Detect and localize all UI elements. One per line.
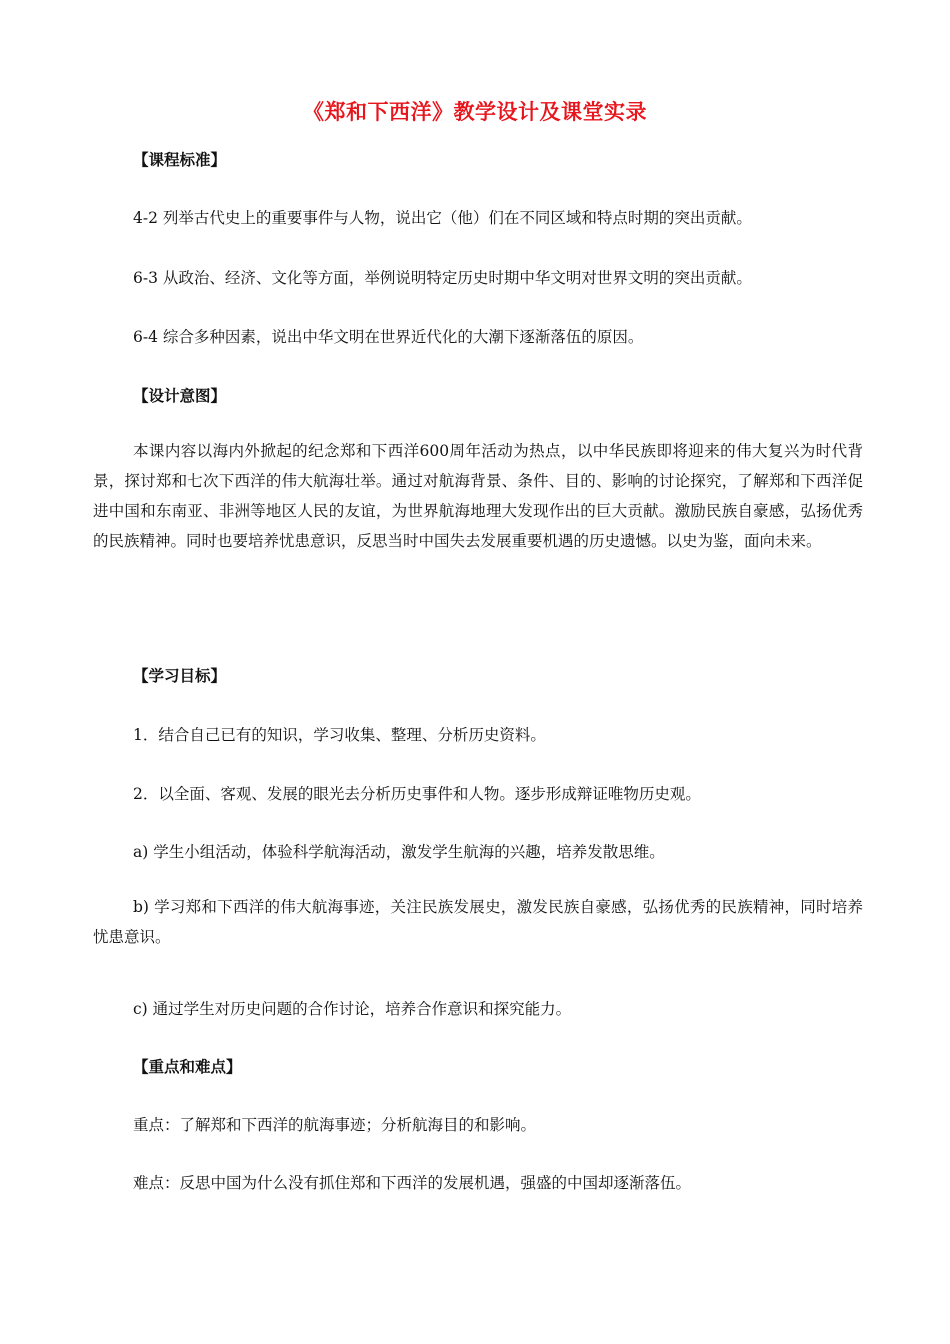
goal-item: a) 学生小组活动，体验科学航海活动，激发学生航海的兴趣，培养发散思维。: [133, 843, 665, 861]
goal-item: 1．结合自己已有的知识，学习收集、整理、分析历史资料。: [133, 726, 546, 744]
intent-paragraph: 本课内容以海内外掀起的纪念郑和下西洋600周年活动为热点，以中华民族即将迎来的伟大复兴为时代背景，探讨郑和七次下西洋的伟大航海壮举。通过对航海背景、条件、目的、影响的讨论探究，了解郑和下西洋促进中国和东南亚、非洲等地区人民的友谊，为世界航海地理大发现作出的巨大贡献。激励民族自豪感，弘扬优秀的民族精神。同时也要培养忧患意识，反思当时中国失去发展重要机遇的历史遗憾。以史为鉴，面向未来。: [93, 442, 863, 550]
difficulty-item: 难点：反思中国为什么没有抓住郑和下西洋的发展机遇，强盛的中国却逐渐落伍。: [133, 1174, 692, 1192]
goal-item: c) 通过学生对历史问题的合作讨论，培养合作意识和探究能力。: [133, 1000, 572, 1018]
section-heading-focus: 【重点和难点】: [133, 1058, 242, 1076]
standard-item: 6-3 从政治、经济、文化等方面，举例说明特定历史时期中华文明对世界文明的突出贡献。: [133, 269, 752, 287]
goal-item: 2．以全面、客观、发展的眼光去分析历史事件和人物。逐步形成辩证唯物历史观。: [133, 785, 701, 803]
focus-item: 重点：了解郑和下西洋的航海事迹；分析航海目的和影响。: [133, 1116, 537, 1134]
section-heading-intent: 【设计意图】: [133, 387, 227, 405]
section-heading-goals: 【学习目标】: [133, 667, 227, 685]
standard-item: 6-4 综合多种因素，说出中华文明在世界近代化的大潮下逐渐落伍的原因。: [133, 328, 644, 346]
document-title: 《郑和下西洋》教学设计及课堂实录: [303, 100, 647, 124]
standard-item: 4-2 列举古代史上的重要事件与人物，说出它（他）们在不同区域和特点时期的突出贡献。: [133, 209, 752, 227]
section-heading-standards: 【课程标准】: [133, 151, 227, 169]
goal-item: b) 学习郑和下西洋的伟大航海事迹，关注民族发展史，激发民族自豪感，弘扬优秀的民族精神，同时培养忧患意识。: [93, 898, 863, 946]
